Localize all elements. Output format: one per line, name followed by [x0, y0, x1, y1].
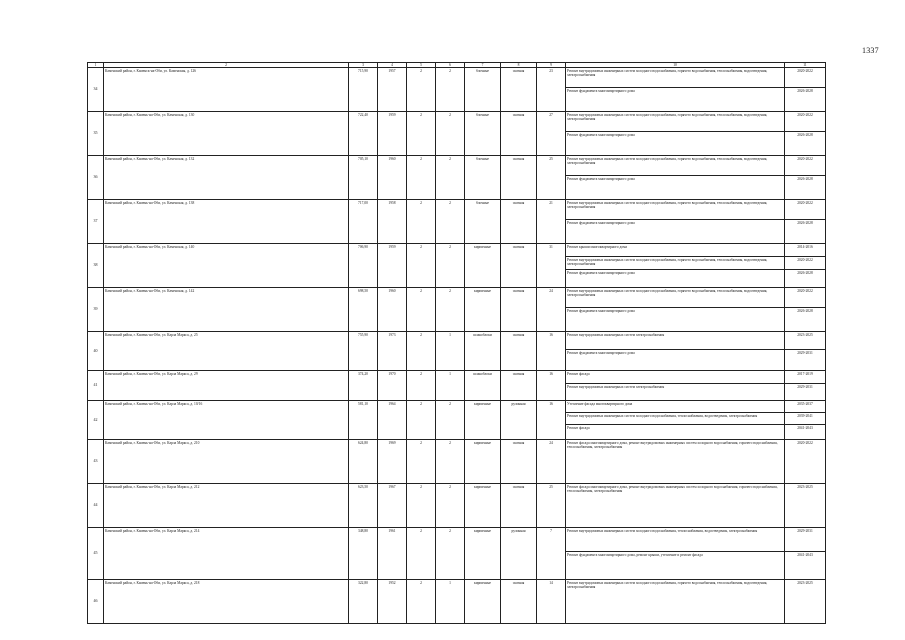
entrances-cell: 1 [436, 371, 465, 401]
work-item: Ремонт фундамента многоквартирного дома [567, 176, 635, 181]
column-number: 10 [566, 63, 785, 68]
area-cell: 755,90 [349, 332, 378, 371]
term-item: 2026-2028 [797, 132, 813, 137]
work-item: Ремонт внутридомовых инженерных систем холодного водоснабжения, горячего водоснабжения, теплоснабжения, водоотведения, электроснабжения [567, 580, 768, 589]
terms-cell [785, 288, 826, 332]
row-number: 44 [88, 484, 104, 528]
term-item: 2041-2043 [797, 552, 813, 557]
table-row [88, 440, 826, 484]
wall-material-cell: блочные [465, 68, 501, 112]
apartments-cell: 16 [537, 401, 566, 440]
area-cell: 722,40 [349, 112, 378, 156]
apartments-cell: 24 [537, 288, 566, 332]
works-cell [566, 484, 785, 528]
work-item: Ремонт внутридомовых инженерных систем холодного водоснабжения, теплоснабжения, водоотведения, электроснабжения [566, 413, 784, 425]
floors-cell: 2 [407, 156, 436, 200]
terms-cell [785, 332, 826, 371]
row-number: 36 [88, 156, 104, 200]
entrances-cell: 2 [436, 112, 465, 156]
area-cell: 715,90 [349, 68, 378, 112]
wall-material-cell: кирпичные [465, 528, 501, 580]
apartments-cell: 16 [537, 371, 566, 401]
table-row [88, 200, 826, 244]
year-cell: 1952 [378, 580, 407, 624]
roof-type-cell: скатная [501, 332, 537, 371]
address-cell: Каменский район, г. Камень-на-Оби, ул. Каменская, д. 142 [104, 288, 349, 332]
apartments-cell: 24 [537, 440, 566, 484]
entrances-cell: 2 [436, 401, 465, 440]
term-item: 2026-2028 [797, 176, 813, 181]
works-cell [566, 401, 785, 440]
wall-material-cell: кирпичные [465, 244, 501, 288]
term-item: 2035-2037 [785, 401, 825, 413]
terms-cell [785, 156, 826, 200]
address-cell: Каменский район, г. Камень-на-Оби, ул. Каменская, д. 130 [104, 112, 349, 156]
term-item: 2026-2028 [797, 270, 813, 275]
term-item: 2029-2031 [797, 350, 813, 355]
floors-cell: 2 [407, 200, 436, 244]
work-item: Ремонт фундамента многоквартирного дома [567, 88, 635, 93]
year-cell: 1957 [378, 68, 407, 112]
address-cell: Каменский район, г. Камень-на-Оби, ул. Каменская, д. 140 [104, 244, 349, 288]
column-number: 1 [88, 63, 104, 68]
roof-type-cell: скатная [501, 371, 537, 401]
address-cell: Каменский район, г. Каменск-на-Оби, ул. Каменская, д. 126 [104, 68, 349, 112]
term-item: 2029-2031 [785, 528, 825, 552]
term-item: 2029-2031 [797, 384, 813, 389]
area-cell: 624,80 [349, 440, 378, 484]
apartments-cell: 16 [537, 332, 566, 371]
terms-cell [785, 440, 826, 484]
apartments-cell: 25 [537, 484, 566, 528]
wall-material-cell: кирпичные [465, 288, 501, 332]
apartments-cell: 23 [537, 68, 566, 112]
term-item: 2020-2022 [785, 68, 825, 88]
terms-cell [785, 112, 826, 156]
row-number: 35 [88, 112, 104, 156]
area-cell: 348,80 [349, 528, 378, 580]
entrances-cell: 2 [436, 288, 465, 332]
table-row [88, 156, 826, 200]
table-row [88, 244, 826, 288]
roof-type-cell: скатная [501, 200, 537, 244]
term-item: 2023-2025 [797, 580, 813, 585]
floors-cell: 2 [407, 401, 436, 440]
column-number: 5 [407, 63, 436, 68]
work-item: Ремонт внутридомовых инженерных систем холодного водоснабжения, горячего водоснабжения, теплоснабжения, водоотведения, электроснабжения [566, 68, 784, 88]
column-number: 7 [465, 63, 501, 68]
address-cell: Каменский район, г. Камень-на-Оби, ул. Каменская, д. 132 [104, 156, 349, 200]
column-number: 6 [436, 63, 465, 68]
work-item: Ремонт фундамента многоквартирного дома [567, 308, 635, 313]
entrances-cell: 1 [436, 332, 465, 371]
address-cell: Каменский район, г. Камень-на-Оби, ул. Карла Маркса, д. 212 [104, 484, 349, 528]
year-cell: 1967 [378, 484, 407, 528]
work-item: Ремонт фасада [566, 371, 784, 384]
term-item: 2020-2022 [785, 156, 825, 176]
year-cell: 1959 [378, 112, 407, 156]
terms-cell [785, 244, 826, 288]
row-number: 42 [88, 401, 104, 440]
roof-type-cell: рулонная [501, 528, 537, 580]
entrances-cell: 2 [436, 68, 465, 112]
area-cell: 581,10 [349, 401, 378, 440]
work-item: Ремонт фундамента многоквартирного дома [567, 270, 635, 275]
year-cell: 1961 [378, 528, 407, 580]
work-item: Ремонт внутридомовых инженерных систем холодного водоснабжения, теплоснабжения, водоотведения, электроснабжения [566, 528, 784, 552]
entrances-cell: 2 [436, 200, 465, 244]
column-number: 11 [785, 63, 826, 68]
area-cell: 717,00 [349, 200, 378, 244]
area-cell: 705,10 [349, 156, 378, 200]
floors-cell: 2 [407, 371, 436, 401]
row-number: 38 [88, 244, 104, 288]
roof-type-cell: скатная [501, 484, 537, 528]
work-item: Ремонт фасада [567, 425, 590, 430]
work-item: Ремонт внутридомовых инженерных систем холодного водоснабжения, горячего водоснабжения, теплоснабжения, водоотведения, электроснабжения [566, 112, 784, 132]
address-cell: Каменский район, г. Камень-на-Оби, ул. Карла Маркса, д. 10/16 [104, 401, 349, 440]
terms-cell [785, 68, 826, 112]
address-cell: Каменский район, г. Камень-на-Оби, ул. Карла Маркса, д. 218 [104, 580, 349, 624]
terms-cell [785, 200, 826, 244]
works-cell [566, 156, 785, 200]
roof-type-cell: скатная [501, 68, 537, 112]
column-number: 3 [349, 63, 378, 68]
roof-type-cell: скатная [501, 288, 537, 332]
wall-material-cell: кирпичные [465, 580, 501, 624]
wall-material-cell: блочные [465, 200, 501, 244]
term-item: 2039-2041 [785, 413, 825, 425]
floors-cell: 2 [407, 580, 436, 624]
year-cell: 1964 [378, 401, 407, 440]
area-cell: 623,50 [349, 484, 378, 528]
term-item: 2023-2025 [785, 332, 825, 350]
work-item: Ремонт внутридомовых инженерных систем холодного водоснабжения, горячего водоснабжения, теплоснабжения, водоотведения, электроснабжения [566, 200, 784, 220]
address-cell: Каменский район, г. Камень-на-Оби, ул. Карла Маркса, д. 210 [104, 440, 349, 484]
address-cell: Каменский район, г. Камень-на-Оби, ул. Карла Маркса, д. 25 [104, 332, 349, 371]
work-item: Ремонт внутридомовых инженерных систем электроснабжения [567, 384, 665, 389]
address-cell: Каменский район, г. Камень-на-Оби, ул. Каменская, д. 138 [104, 200, 349, 244]
works-cell [566, 528, 785, 580]
address-cell: Каменский район, г. Камень-на-Оби, ул. Карла Маркса, д. 214 [104, 528, 349, 580]
year-cell: 1958 [378, 200, 407, 244]
wall-material-cell: шлакоблоки [465, 371, 501, 401]
roof-type-cell: скатная [501, 244, 537, 288]
entrances-cell: 1 [436, 580, 465, 624]
terms-cell [785, 528, 826, 580]
term-item: 2023-2025 [797, 484, 813, 489]
terms-cell [785, 401, 826, 440]
table-row [88, 580, 826, 624]
area-cell: 374,20 [349, 371, 378, 401]
table-row [88, 371, 826, 401]
row-number: 43 [88, 440, 104, 484]
row-number: 40 [88, 332, 104, 371]
term-item: 2020-2022 [785, 200, 825, 220]
terms-cell [785, 371, 826, 401]
column-number: 9 [537, 63, 566, 68]
work-item: Ремонт фундамента многоквартирного дома, ремонт крыши, утепление и ремонт фасада [567, 552, 703, 557]
table-row [88, 528, 826, 580]
work-item: Ремонт фундамента многоквартирного дома [567, 220, 635, 225]
term-item: 2026-2028 [797, 220, 813, 225]
work-item: Ремонт фасада многоквартирного дома, ремонт внутридомовых инженерных систем холодного водоснабжения, горячего водоснабжения, теплоснабжения, электроснабжения [567, 440, 778, 449]
area-cell: 322,80 [349, 580, 378, 624]
apartments-cell: 21 [537, 200, 566, 244]
wall-material-cell: блочные [465, 112, 501, 156]
page-number: 1337 [862, 46, 879, 55]
works-cell [566, 580, 785, 624]
apartments-cell: 31 [537, 244, 566, 288]
roof-type-cell: скатная [501, 440, 537, 484]
works-cell [566, 288, 785, 332]
year-cell: 1973 [378, 332, 407, 371]
table-row [88, 288, 826, 332]
apartments-cell: 25 [537, 156, 566, 200]
works-cell [566, 200, 785, 244]
year-cell: 1970 [378, 371, 407, 401]
floors-cell: 2 [407, 68, 436, 112]
row-number: 39 [88, 288, 104, 332]
term-item: 2017-2019 [785, 371, 825, 384]
table-row [88, 484, 826, 528]
floors-cell: 2 [407, 288, 436, 332]
column-number: 2 [104, 63, 349, 68]
term-item: 2026-2028 [797, 88, 813, 93]
table-row [88, 112, 826, 156]
work-item: Ремонт внутридомовых инженерных систем холодного водоснабжения, горячего водоснабжения, теплоснабжения, водоотведения, электроснабжения [566, 257, 784, 270]
work-item: Ремонт внутридомовых инженерных систем холодного водоснабжения, горячего водоснабжения, теплоснабжения, водоотведения, электроснабжения [566, 288, 784, 308]
address-cell: Каменский район, г. Камень-на-Оби, ул. Карла Маркса, д. 29 [104, 371, 349, 401]
works-cell [566, 332, 785, 371]
register-table [87, 62, 826, 624]
year-cell: 1959 [378, 244, 407, 288]
terms-cell [785, 580, 826, 624]
wall-material-cell: кирпичные [465, 401, 501, 440]
roof-type-cell: скатная [501, 580, 537, 624]
floors-cell: 2 [407, 244, 436, 288]
entrances-cell: 2 [436, 156, 465, 200]
column-number: 8 [501, 63, 537, 68]
term-item: 2041-2043 [797, 425, 813, 430]
roof-type-cell: скатная [501, 112, 537, 156]
terms-cell [785, 484, 826, 528]
work-item: Ремонт крыши многоквартирного дома [566, 244, 784, 257]
apartments-cell: 7 [537, 528, 566, 580]
entrances-cell: 2 [436, 440, 465, 484]
work-item: Ремонт внутридомовых инженерных систем электроснабжения [566, 332, 784, 350]
row-number: 37 [88, 200, 104, 244]
area-cell: 706,90 [349, 244, 378, 288]
floors-cell: 2 [407, 440, 436, 484]
wall-material-cell: шлакоблоки [465, 332, 501, 371]
work-item: Ремонт внутридомовых инженерных систем холодного водоснабжения, горячего водоснабжения, теплоснабжения, водоотведения, электроснабжения [566, 156, 784, 176]
works-cell [566, 244, 785, 288]
term-item: 2020-2022 [785, 288, 825, 308]
floors-cell: 2 [407, 484, 436, 528]
entrances-cell: 2 [436, 484, 465, 528]
apartments-cell: 27 [537, 112, 566, 156]
row-number: 34 [88, 68, 104, 112]
floors-cell: 2 [407, 332, 436, 371]
roof-type-cell: скатная [501, 156, 537, 200]
term-item: 2020-2022 [785, 112, 825, 132]
works-cell [566, 440, 785, 484]
work-item: Утепление фасада многоквартирного дома [566, 401, 784, 413]
row-number: 41 [88, 371, 104, 401]
floors-cell: 2 [407, 528, 436, 580]
column-number: 4 [378, 63, 407, 68]
work-item: Ремонт фундамента многоквартирного дома [567, 350, 635, 355]
table-row [88, 68, 826, 112]
wall-material-cell: блочные [465, 156, 501, 200]
table-row [88, 401, 826, 440]
term-item: 2020-2022 [785, 257, 825, 270]
row-number: 45 [88, 528, 104, 580]
works-cell [566, 112, 785, 156]
roof-type-cell: рулонная [501, 401, 537, 440]
row-number: 46 [88, 580, 104, 624]
wall-material-cell: кирпичные [465, 440, 501, 484]
works-cell [566, 371, 785, 401]
work-item: Ремонт фундамента многоквартирного дома [567, 132, 635, 137]
floors-cell: 2 [407, 112, 436, 156]
year-cell: 1960 [378, 288, 407, 332]
year-cell: 1969 [378, 440, 407, 484]
year-cell: 1960 [378, 156, 407, 200]
wall-material-cell: кирпичные [465, 484, 501, 528]
term-item: 2026-2028 [797, 308, 813, 313]
term-item: 2020-2022 [797, 440, 813, 445]
area-cell: 698,50 [349, 288, 378, 332]
table-row [88, 332, 826, 371]
term-item: 2014-2016 [785, 244, 825, 257]
entrances-cell: 2 [436, 244, 465, 288]
works-cell [566, 68, 785, 112]
work-item: Ремонт фасада многоквартирного дома, ремонт внутридомовых инженерных систем холодного водоснабжения, горячего водоснабжения, теплоснабжения, электроснабжения [567, 484, 778, 493]
apartments-cell: 14 [537, 580, 566, 624]
entrances-cell: 2 [436, 528, 465, 580]
